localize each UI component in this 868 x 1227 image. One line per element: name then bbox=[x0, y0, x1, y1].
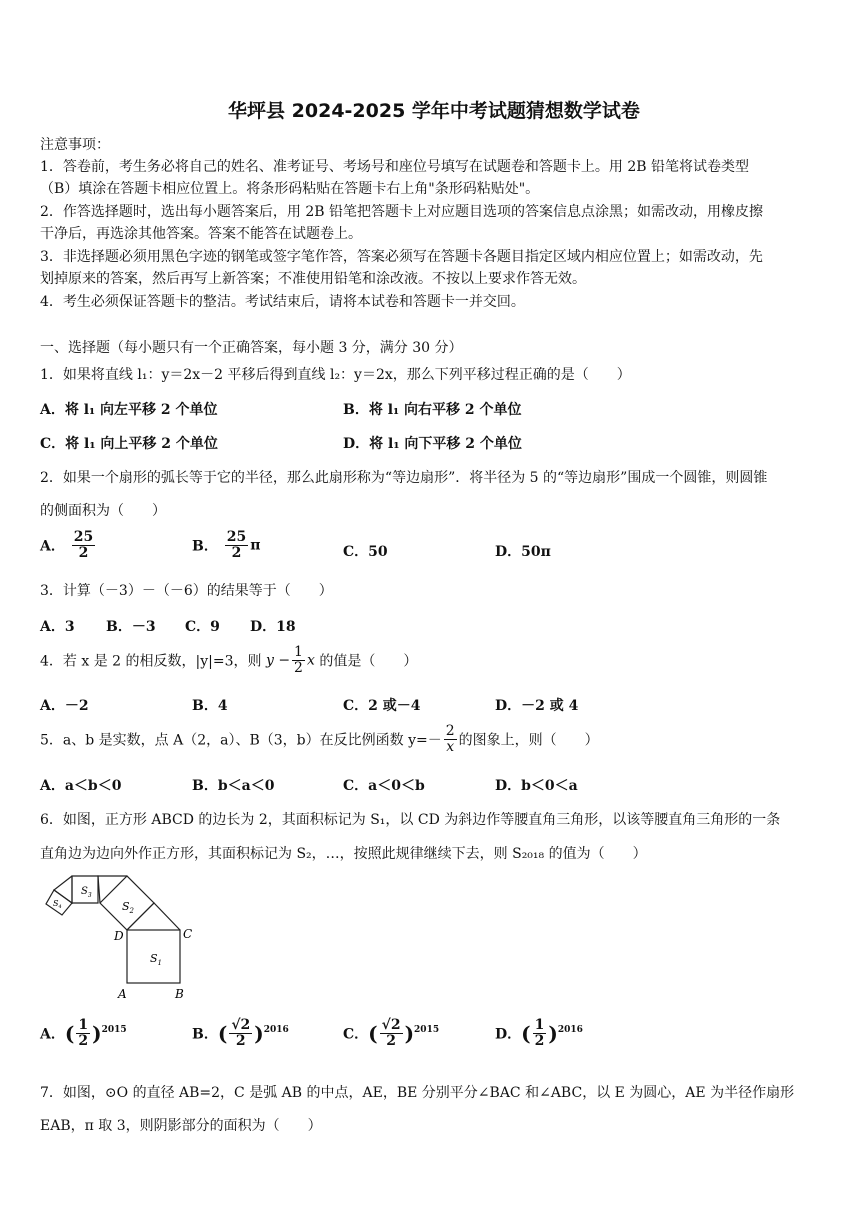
q1-option-a: A．将 l₁ 向左平移 2 个单位 bbox=[40, 402, 218, 418]
q4-stem-post: 的值是（ ） bbox=[319, 653, 418, 670]
q4-option-c: C．2 或－4 bbox=[343, 698, 421, 714]
q2-a-den: 2 bbox=[78, 545, 89, 561]
q5-option-a: A．a＜b＜0 bbox=[40, 778, 122, 794]
q1-option-d: D．将 l₁ 向下平移 2 个单位 bbox=[343, 436, 522, 452]
q5-stem bbox=[40, 724, 599, 755]
q1-stem: 1．如果将直线 l₁：y＝2x－2 平移后得到直线 l₂：y＝2x，那么下列平移过程正确的是（ ） bbox=[40, 367, 631, 383]
q6-option-b: B．( $\frac{√2}{2}$ )$^{2016}$ bbox=[192, 1017, 289, 1049]
label-c: C bbox=[183, 927, 193, 941]
q2-b-label: B． bbox=[192, 538, 218, 555]
label-s1: $S_1$ bbox=[150, 952, 163, 967]
label-a: A bbox=[118, 987, 127, 1001]
note-3b: 划掉原来的答案，然后再写上新答案；不准使用铅笔和涂改液。不按以上要求作答无效。 bbox=[40, 271, 586, 287]
q5-num: 2 bbox=[445, 723, 455, 739]
q4-expr-x: x bbox=[306, 652, 315, 669]
q6-stem-b: 直角边为边向外作正方形，其面积标记为 S₂，…，按照此规律继续下去，则 S₂₀₁₈ 的值为（ ） bbox=[40, 846, 647, 862]
q6-c-exp: 2015 bbox=[414, 1024, 440, 1035]
q6-b-den: 2 bbox=[235, 1033, 246, 1049]
q2-option-b bbox=[192, 530, 260, 561]
q6-c-label: C． bbox=[343, 1026, 369, 1043]
q4-option-d: D．－2 或 4 bbox=[495, 698, 579, 714]
section-heading: 一、选择题（每小题只有一个正确答案，每小题 3 分，满分 30 分） bbox=[40, 340, 463, 356]
note-1a: 1．答卷前，考生务必将自己的姓名、准考证号、考场号和座位号填写在试题卷和答题卡上。用 2B 铅笔将试卷类型 bbox=[40, 159, 749, 175]
q2-option-a bbox=[40, 530, 97, 561]
q5-option-d: D．b＜0＜a bbox=[495, 778, 578, 794]
note-2b: 干净后，再选涂其他答案。答案不能答在试题卷上。 bbox=[40, 226, 362, 242]
q3-option-a: A．3 bbox=[40, 619, 75, 635]
q6-b-label: B． bbox=[192, 1026, 218, 1043]
note-1b: （B）填涂在答题卡相应位置上。将条形码粘贴在答题卡右上角"条形码粘贴处"。 bbox=[40, 181, 540, 197]
q4-option-b: B．4 bbox=[192, 698, 228, 714]
q6-c-den: 2 bbox=[386, 1033, 396, 1049]
q2-stem-a: 2．如果一个扇形的弧长等于它的半径，那么此扇形称为“等边扇形”．将半径为 5 的“等边扇形”围成一个圆锥，则圆锥 bbox=[40, 470, 768, 486]
q2-a-num: 25 bbox=[73, 529, 94, 545]
q1-option-c: C．将 l₁ 向上平移 2 个单位 bbox=[40, 436, 218, 452]
q4-stem bbox=[40, 645, 417, 676]
q5-option-c: C．a＜0＜b bbox=[343, 778, 425, 794]
label-s4: $S_4$ bbox=[53, 899, 62, 910]
q4-option-a: A．－2 bbox=[40, 698, 89, 714]
q4-expr-y: y − bbox=[265, 652, 291, 669]
q6-d-label: D． bbox=[495, 1026, 522, 1043]
q5-option-b: B．b＜a＜0 bbox=[192, 778, 275, 794]
q3-stem: 3．计算（－3）－（－6）的结果等于（ ） bbox=[40, 583, 333, 599]
q6-b-num: √2 bbox=[231, 1017, 251, 1033]
q6-a-label: A． bbox=[40, 1026, 65, 1043]
q4-num: 1 bbox=[294, 644, 303, 660]
q4-den: 2 bbox=[294, 660, 303, 676]
note-3a: 3．非选择题必须用黑色字迹的钢笔或签字笔作答，答案必须写在答题卡各题目指定区域内相应位置上；如需改动，先 bbox=[40, 249, 763, 265]
label-d: D bbox=[114, 929, 124, 943]
q7-stem-a: 7．如图，⊙O 的直径 AB=2，C 是弧 AB 的中点，AE，BE 分别平分∠BAC 和∠ABC，以 E 为圆心，AE 为半径作扇形 bbox=[40, 1085, 795, 1101]
q2-b-tail: π bbox=[250, 537, 261, 554]
q3-option-c: C．9 bbox=[185, 619, 220, 635]
q6-option-d: D．( $\frac{1}{2}$ )$^{2016}$ bbox=[495, 1017, 583, 1049]
q6-a-den: 2 bbox=[78, 1033, 89, 1049]
note-2a: 2．作答选择题时，选出每小题答案后，用 2B 铅笔把答题卡上对应题目选项的答案信息点涂黑；如需改动，用橡皮擦 bbox=[40, 204, 763, 220]
page-title: 华坪县 2024-2025 学年中考试题猜想数学试卷 bbox=[228, 100, 640, 122]
q5-stem-pre: 5．a、b 是实数，点 A（2，a）、B（3，b）在反比例函数 y=－ bbox=[40, 732, 442, 749]
q6-b-exp: 2016 bbox=[263, 1024, 289, 1035]
q2-option-d: D．50π bbox=[495, 544, 551, 560]
q7-stem-b: EAB，π 取 3，则阴影部分的面积为（ ） bbox=[40, 1118, 322, 1134]
q3-option-b: B．－3 bbox=[106, 619, 156, 635]
q6-option-a: A．( $\frac{1}{2}$ )$^{2015}$ bbox=[40, 1017, 127, 1049]
q3-option-d: D．18 bbox=[250, 619, 296, 635]
q2-b-num: 25 bbox=[226, 529, 247, 545]
label-s3: $S_3$ bbox=[81, 886, 92, 899]
q6-a-exp: 2015 bbox=[101, 1024, 127, 1035]
q6-stem-a: 6．如图，正方形 ABCD 的边长为 2，其面积标记为 S₁，以 CD 为斜边作等腰直角三角形，以该等腰直角三角形的一条 bbox=[40, 812, 781, 828]
q5-stem-post: 的图象上，则（ ） bbox=[458, 732, 599, 749]
q6-d-den: 2 bbox=[534, 1033, 545, 1049]
q2-b-den: 2 bbox=[231, 545, 242, 561]
triangle-1 bbox=[127, 903, 180, 930]
q5-den: x bbox=[446, 739, 455, 755]
q6-d-num: 1 bbox=[534, 1017, 545, 1033]
q1-option-b: B．将 l₁ 向右平移 2 个单位 bbox=[343, 402, 522, 418]
q6-figure bbox=[40, 868, 200, 1004]
q2-stem-b: 的侧面积为（ ） bbox=[40, 503, 166, 519]
q2-option-c: C．50 bbox=[343, 544, 388, 560]
q6-a-num: 1 bbox=[78, 1017, 89, 1033]
q4-stem-pre: 4．若 x 是 2 的相反数，|y|=3，则 bbox=[40, 653, 262, 670]
label-s2: $S_2$ bbox=[122, 900, 135, 915]
q6-c-num: √2 bbox=[381, 1017, 401, 1033]
square-s4 bbox=[46, 890, 72, 915]
q6-d-exp: 2016 bbox=[557, 1024, 583, 1035]
label-b: B bbox=[175, 987, 184, 1001]
note-4: 4．考生必须保证答题卡的整洁。考试结束后，请将本试卷和答题卡一并交回。 bbox=[40, 294, 525, 310]
notes-heading: 注意事项： bbox=[40, 137, 110, 153]
q6-option-c: C．( $\frac{√2}{2}$ )$^{2015}$ bbox=[343, 1017, 440, 1049]
q2-a-label: A． bbox=[40, 538, 65, 555]
